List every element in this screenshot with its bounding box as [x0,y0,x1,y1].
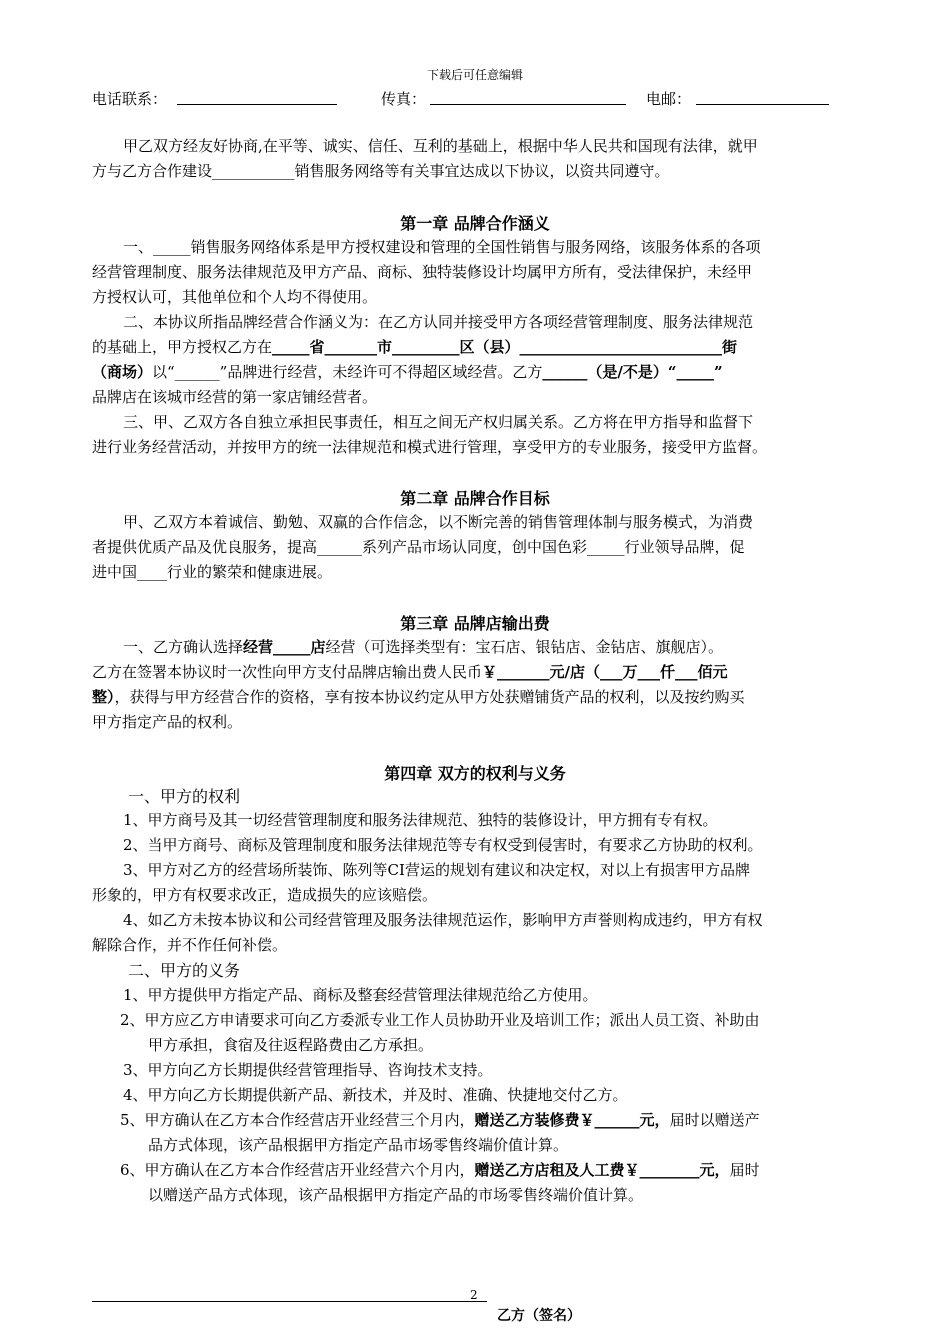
ch1-p2-line [92,360,723,385]
ch3-text: 一、乙方确认选择 [123,638,244,656]
ch2-line: 者提供优质产品及优良服务，提高______系列产品市场认同度，创中国色彩_____行业领导品牌，促 [92,538,745,556]
duties-item: 1、甲方提供甲方指定产品、商标及整套经营管理法律规范给乙方使用。 [123,986,598,1004]
phone-blank [177,90,337,105]
intro-line: 甲乙双方经友好协商,在平等、诚实、信任、互利的基础上，根据中华人民共和国现有法律，就甲 [123,137,758,155]
chapter-2-title: 第二章 品牌合作目标 [400,489,550,508]
duties-item: 品方式体现，该产品根据甲方指定产品市场零售终端价值计算。 [148,1136,569,1154]
ch3-text: 经营（可选择类型有：宝石店、银钻店、金钻店、旗舰店）。 [325,638,724,656]
ch1-p2-text: 的基础上，甲方授权乙方在 [92,338,273,356]
fee-amount-end: 整） [92,688,115,706]
ch1-p2-line: 品牌店在该城市经营的第一家店铺经营者。 [92,388,378,406]
email-blank [696,90,829,105]
ch1-p2-line: 二、本协议所指品牌经营合作涵义为：在乙方认同并接受甲方各项经营管理制度、服务法律规范 [123,313,754,331]
mall-label: （商场） [92,363,153,381]
first-store-choice: ______（是/不是）“_____” [542,363,723,381]
duties-text: 届时以赠送产 [669,1111,760,1129]
rights-item: 1、甲方商号及其一切经营管理制度和服务法律规范、独特的装修设计，甲方拥有专有权。 [123,811,718,829]
duties-item: 2、甲方应乙方申请要求可向乙方委派专业工作人员协助开业及培训工作；派出人员工资、补助由 [120,1011,760,1029]
ch3-line [92,685,745,710]
duties-text: 5、甲方确认在乙方本合作经营店开业经营三个月内， [120,1111,475,1129]
intro-line: 方与乙方合作建设___________销售服务网络等有关事宜达成以下协议，以资共同遵守。 [92,162,670,180]
ch1-p2-text: 以“______”品牌进行经营，未经许可不得超区域经营。乙方 [152,363,543,381]
ch3-line [123,635,723,660]
ch1-p3-line: 三、甲、乙双方各自独立承担民事责任，相互之间无产权归属关系。乙方将在甲方指导和监督下 [123,413,754,431]
duties-item: 甲方承担，食宿及往返程路费由乙方承担。 [148,1036,434,1054]
duties-item [120,1158,760,1183]
footer-rule [92,1301,487,1302]
ch3-line [92,660,728,685]
ch3-text: ，获得与甲方经营合作的资格，享有按本协议约定从甲方处获赠铺货产品的权利，以及按约购买 [114,688,745,706]
duties-item: 以赠送产品方式体现，该产品根据甲方指定产品的市场零售终端价值计算。 [148,1186,644,1204]
fax-blank [430,90,626,105]
ch3-text: 乙方在签署本协议时一次性向甲方支付品牌店输出费人民币 [92,663,483,681]
rights-item: 3、甲方对乙方的经营场所装饰、陈列等CI营运的规划有建议和决定权，对以上有损害甲方品牌 [123,861,750,879]
store-type-blank: 经营_____店 [243,638,326,656]
ch1-p1-line: 经营管理制度、服务法律规范及甲方产品、商标、独特装修设计均属甲方所有，受法律保护，未经甲 [92,263,753,281]
duties-text: 6、甲方确认在乙方本合作经营店开业经营六个月内， [120,1161,475,1179]
duties-item: 3、甲方向乙方长期提供经营管理指导、咨询技术支持。 [123,1061,493,1079]
ch2-line: 进中国____行业的繁荣和健康进展。 [92,563,333,581]
rights-title: 一、甲方的权利 [128,787,241,806]
chapter-4-title: 第四章 双方的权利与义务 [384,764,566,783]
party-b-signature: 乙方（签名） [497,1308,581,1324]
ch1-p3-line: 进行业务经营活动，并按甲方的统一法律规范和模式进行管理，享受甲方的专业服务，接受甲方监督。 [92,438,768,456]
ch3-line: 甲方指定产品的权利。 [92,713,243,731]
location-blanks: _____省_______市_________区（县）___________________________街 [272,338,738,356]
rent-labor-fee-blank: 赠送乙方店租及人工费￥________元， [474,1161,730,1179]
page-number: 2 [470,1288,478,1302]
rights-item: 4、如乙方未按本协议和公司经营管理及服务法律规范运作，影响甲方声誉则构成违约，甲方有权 [123,911,763,929]
ch1-p2-line [92,335,737,360]
decoration-fee-blank: 赠送乙方装修费￥______元， [474,1111,670,1129]
phone-label: 电话联系： [92,90,168,108]
header-note: 下载后可任意编辑 [426,68,523,82]
duties-text: 届时 [729,1161,760,1179]
duties-title: 二、甲方的义务 [128,961,241,980]
fee-amount-blank: ￥_______元/店（___万___仟___佰元 [482,663,728,681]
chapter-3-title: 第三章 品牌店输出费 [400,614,550,633]
duties-item: 4、甲方向乙方长期提供新产品、新技术，并及时、准确、快捷地交付乙方。 [123,1086,628,1104]
ch2-line: 甲、乙双方本着诚信、勤勉、双赢的合作信念，以不断完善的销售管理体制与服务模式，为消费 [123,513,754,531]
email-label: 电邮： [646,90,692,108]
rights-item: 形象的，甲方有权要求改正，造成损失的应该赔偿。 [92,886,438,904]
fax-label: 传真： [381,90,427,108]
ch1-p1-line: 一、_____销售服务网络体系是甲方授权建设和管理的全国性销售与服务网络，该服务体系的各项 [123,238,761,256]
ch1-p1-line: 方授权认可，其他单位和个人均不得使用。 [92,288,378,306]
rights-item: 2、当甲方商号、商标及管理制度和服务法律规范等专有权受到侵害时，有要求乙方协助的权利。 [123,836,763,854]
duties-item [120,1108,760,1133]
rights-item: 解除合作，并不作任何补偿。 [92,936,288,954]
chapter-1-title: 第一章 品牌合作涵义 [400,214,550,233]
